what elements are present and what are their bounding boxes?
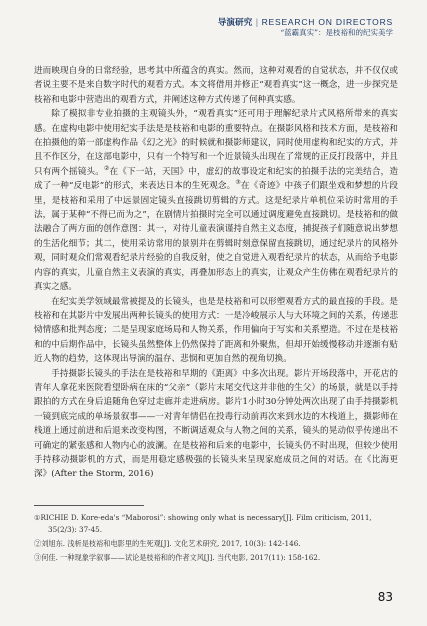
header-article-title: “蓝霸真实”：是枝裕和的纪实美学 bbox=[280, 28, 393, 38]
footnote-3: ③何佳. 一种现象学叙事——试论是枝裕和的作者文风[J]. 当代电影, 2017(11): 158-162. bbox=[34, 553, 321, 562]
paragraph-4: 手持摄影长镜头的手法在是枝裕和早期的《距离》中多次出现。影片开场段落中，开花店的青年人拿花来医院看望卧病在床的“父亲”（影片末尾交代这并非他的生父）的场景，就是以手持跟拍的方式在身后追随角色穿过走廊并走进病房。影片1小时30分钟处两次出现了由手持摄影机一镜到底完成的单场景叙事——一对青年情侣在投毒行动前再次来到水边的木栈道上，摄影师在栈道上通过前进和后退来改变构图，不断调适观众与人物之间的关系，镜头的晃动似乎传递出不可确定的紧张感和人物内心的波澜。在是枝裕和后来的电影中，长镜头仍不时出现，但较少使用手持移动摄影机的方式，而是用稳定感极强的长镜头来呈现家庭成员之间的对话。在《比海更深》(After the Storm, 2016) bbox=[34, 368, 398, 480]
paragraph-2-part-a: 除了模拟非专业拍摄的主观镜头外，“观看真实”还可用于理解纪录片式风格所带来的真实感。在虚构电影中使用纪实手法是是枝裕和电影的重要特点。在摄影风格和技术方面，是枝裕和在拍摄他的第一部虚构作品《幻之光》的时候就和摄影师建议，同时使用虚构和纪实的方式，并且不作区分，在这部电影中，只有一个特写和一个近景镜头出现在了常规的正反打段落中，并且只有两个摇镜头。 bbox=[34, 109, 398, 177]
paragraph-2 bbox=[34, 107, 398, 294]
header-section-line bbox=[218, 18, 393, 28]
header-section-cn: 导演研究 bbox=[217, 18, 253, 28]
footnote-divider bbox=[34, 505, 144, 506]
footnote-2: ②刘旭东. 浅析是枝裕和电影里的生死观[J]. 文化艺术研究, 2017, 10(3): 142-146. bbox=[34, 539, 301, 548]
paragraph-2-part-c: 在《奇迹》中孩子们跟坐戏和梦想的片段里，是枝裕和采用了中远景固定镜头直接跳切剪辑的方式。这是纪录片单机位采访时常用的手法，属于某种“不得已而为之”，在剧情片拍摄时完全可以通过调度避免直接跳切。是枝裕和的做法融合了两方面的创作意图：其一，对待儿童表演谨持自然主义态度，捕捉孩子们随意说出梦想的生活化细节；其二，使用采访常用的景别并在剪辑时刻意保留直接跳切，通过纪录片的风格外观，同时观众们常观看纪录片经验的自我反射，使之自觉进入观看纪录片的状态，从而给予电影内容的真实，儿童自然主义表演的真实，再叠加形态上的真实，让观众产生仿佛在观看纪录片的真实之感。 bbox=[34, 181, 398, 293]
running-header bbox=[218, 18, 393, 38]
paragraph-3: 在纪实美学领域最常被提及的长镜头，也是是枝裕和可以形塑观看方式的最直接的手段。是枝裕和在其影片中发展出两种长镜头的使用方式：一是冷峻展示人与大环境之间的关系，传递悲恸情感和批判态度；二是呈现家庭场局和人物关系，作用偏向于写实和关系塑造。不过在是枝裕和的中后期作品中，长镜头虽然整体上仍然保持了距离和外聚焦，但却开始缓慢移动并逐渐有贴近人物的趋势，这体现出导演的温存、悲悯和更加自然的视角切换。 bbox=[34, 296, 398, 365]
header-section-en: RESEARCH ON DIRECTORS bbox=[261, 17, 393, 27]
paragraph-2-part-b: 在《下一站，天国》中，虚幻的故事设定和纪实的拍摄手法的完美结合，造成了一种“反电影”的形式，来表达日本的生死观念。 bbox=[34, 166, 398, 192]
footnotes bbox=[34, 512, 396, 566]
paragraph-1: 进而映现自身的日常经验，思考其中所蕴含的真实。然而，这种对观看的自觉状态，并不仅仅或者说主要不是来自数字时代的观看方式。本文将借用并修正“观看真实”这一概念，进一步探究是枝裕和电影中营造出的观看方式，并阐述这种方式传递了何种真实感。 bbox=[34, 66, 398, 105]
header-separator: | bbox=[255, 18, 259, 28]
footnote-ref-3: ③ bbox=[235, 179, 241, 187]
article-body bbox=[34, 64, 398, 482]
footnote-ref-2: ② bbox=[103, 164, 110, 172]
footnote-1: ①RICHIE D. Kore-eda's “Maborosi”: showing only what is necessary[J]. Film criticism, 2011, 35(2/3): 37-45. bbox=[34, 513, 372, 534]
page-number: 83 bbox=[377, 590, 393, 604]
